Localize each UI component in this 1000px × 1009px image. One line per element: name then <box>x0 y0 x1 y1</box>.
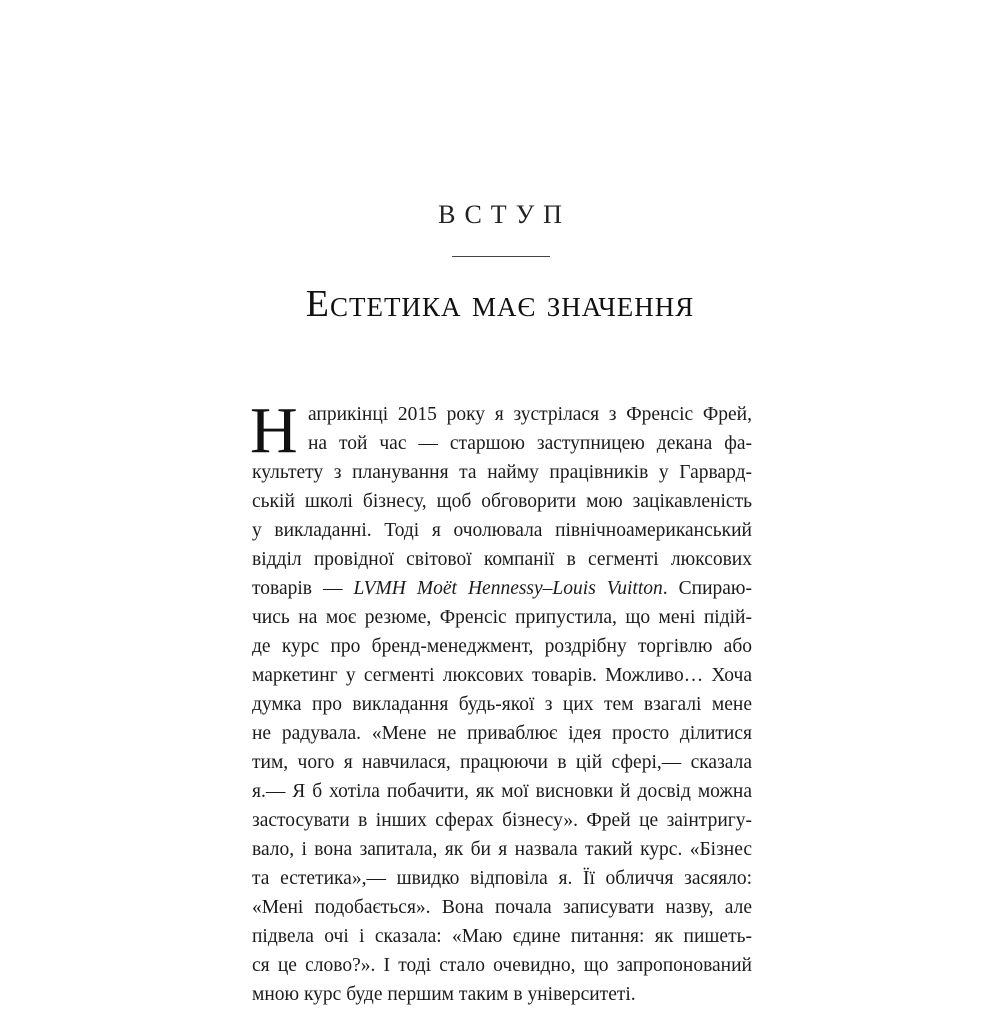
text-line: відділ провідної світової компанії в сегменті люксових <box>252 549 752 570</box>
section-label: ВСТУП <box>438 200 571 229</box>
text-line: мною курс буде першим таким в університеті. <box>252 984 636 1005</box>
brand-name: LVMH Moët Hennessy–Louis Vuitton <box>353 578 663 599</box>
text-line: я.— Я б хотіла побачити, як мої висновки й досвід можна <box>252 781 752 802</box>
text-line <box>252 574 752 603</box>
text-line: ській школі бізнесу, щоб обговорити мою зацікавленість <box>252 491 752 512</box>
text-line: культету з планування та найму працівників у Гарвард- <box>252 462 752 483</box>
text-line: не радувала. «Мене не приваблює ідея просто ділитися <box>252 723 752 744</box>
text-line: маркетинг у сегменті люксових товарів. Можливо… Хоча <box>252 665 752 686</box>
text-line: думка про викладання будь-якої з цих тем взагалі мене <box>252 694 752 715</box>
text-line: ся це слово?». І тоді стало очевидно, що запропонований <box>252 955 752 976</box>
text-line: вало, і вона запитала, як би я назвала такий курс. «Бізнес <box>252 839 752 860</box>
text-line: застосувати в інших сферах бізнесу». Фрей це заінтригу- <box>252 810 752 831</box>
text-line: на той час — старшою заступницею декана фа- <box>308 433 752 454</box>
text-line: та естетика»,— швидко відповіла я. Її обличчя засяяло: <box>252 868 752 889</box>
chapter-title <box>0 282 1000 326</box>
text-segment: товарів — <box>252 578 354 599</box>
text-line: «Мені подобається». Вона почала записувати назву, але <box>252 897 752 918</box>
drop-cap: Н <box>250 394 298 467</box>
title-divider <box>452 256 550 257</box>
chapter-title-text: Естетика має значення <box>305 283 695 325</box>
body-text <box>250 394 752 1009</box>
text-line: априкінці 2015 року я зустрілася з Френсіс Фрей, <box>308 404 752 425</box>
text-line: чись на моє резюме, Френсіс припустила, що мені підій- <box>252 607 752 628</box>
text-line: підвела очі і сказала: «Маю єдине питання: як пишеть- <box>252 926 752 947</box>
text-line: тим, чого я навчилася, працюючи в цій сфері,— сказала <box>252 752 752 773</box>
text-line: де курс про бренд-менеджмент, роздрібну торгівлю або <box>252 636 752 657</box>
text-segment: . Спираю- <box>662 578 752 599</box>
text-line: у викладанні. Тоді я очолювала північноамериканський <box>252 520 752 541</box>
